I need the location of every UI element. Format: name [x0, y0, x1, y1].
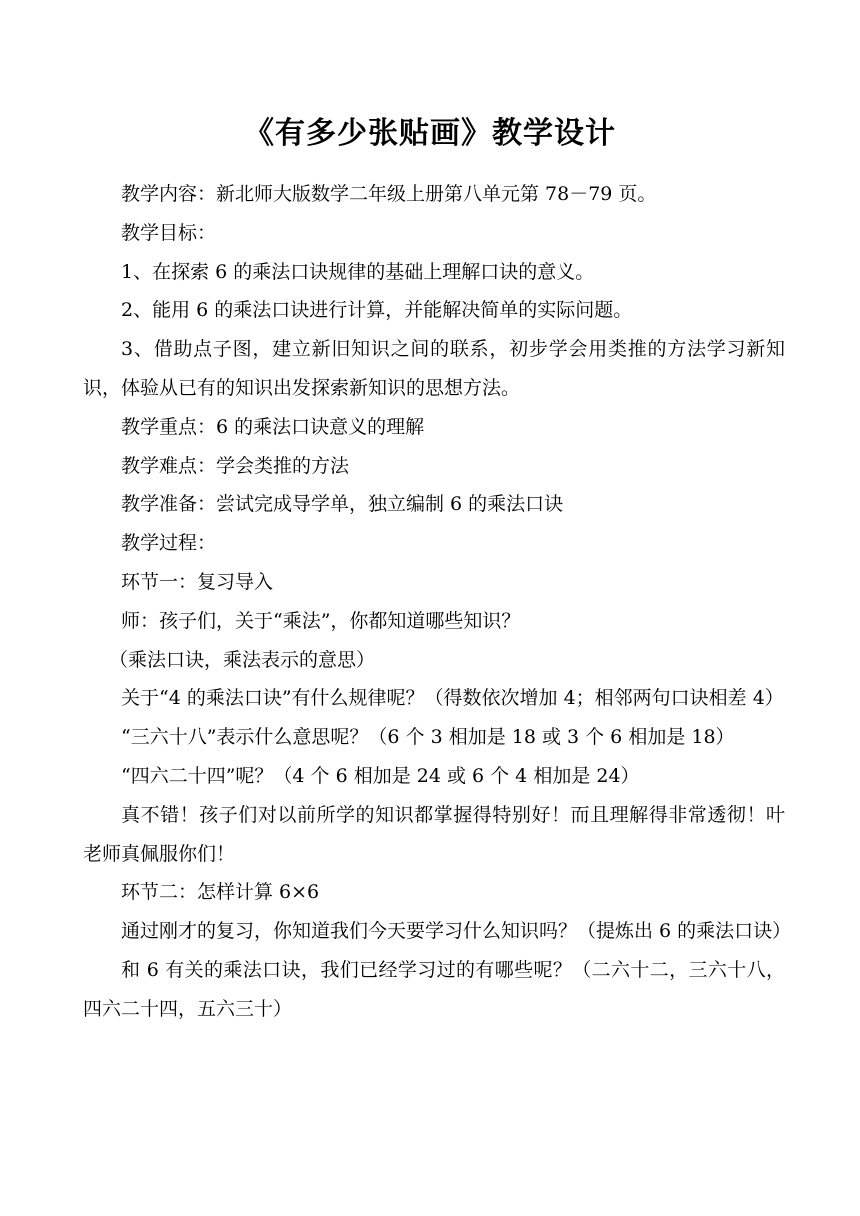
- document-title: 《有多少张贴画》教学设计: [244, 116, 616, 151]
- paragraph-goal-1: 1、在探索 6 的乘法口诀规律的基础上理解口诀的意义。: [121, 260, 595, 283]
- paragraph-meaning-question-1: “三六十八”表示什么意思呢？（6 个 3 相加是 18 或 3 个 6 相加是 18）: [121, 726, 735, 749]
- paragraph-teaching-goals-heading: 教学目标：: [121, 221, 217, 244]
- paragraph-section-1-heading: 环节一：复习导入: [121, 570, 274, 593]
- paragraph-goal-2: 2、能用 6 的乘法口诀进行计算，并能解决简单的实际问题。: [121, 299, 633, 322]
- paragraph-goal-3: 3、借助点子图，建立新旧知识之间的联系，初步学会用类推的方法学习新知识，体验从已有的知识出发探索新知识的思想方法。: [83, 338, 785, 399]
- paragraph-learned-rhymes: 和 6 有关的乘法口诀，我们已经学习过的有哪些呢？（二六十二，三六十八，四六二十四，五六三十）: [83, 958, 785, 1020]
- paragraph-answer-1: （乘法口诀，乘法表示的意思）: [109, 648, 376, 671]
- paragraph-process-heading: 教学过程：: [121, 532, 217, 555]
- document-body: [83, 175, 792, 1029]
- paragraph-praise: 真不错！孩子们对以前所学的知识都掌握得特别好！而且理解得非常透彻！叶老师真佩服你们！: [83, 803, 785, 865]
- paragraph-preparation: 教学准备：尝试完成导学单，独立编制 6 的乘法口诀: [121, 493, 564, 516]
- paragraph-teacher-question: 师：孩子们，关于“乘法”，你都知道哪些知识？: [121, 609, 521, 632]
- paragraph-teaching-content: 教学内容：新北师大版数学二年级上册第八单元第 78－79 页。: [121, 183, 657, 205]
- paragraph-key-point: 教学重点：6 的乘法口诀意义的理解: [121, 415, 425, 438]
- paragraph-pattern-question: 关于“4 的乘法口诀”有什么规律呢？（得数依次增加 4；相邻两句口诀相差 4）: [121, 687, 784, 710]
- paragraph-review-question: 通过刚才的复习，你知道我们今天要学习什么知识吗？（提炼出 6 的乘法口诀）: [121, 920, 792, 943]
- paragraph-section-2-heading: 环节二：怎样计算 6×6: [121, 881, 320, 904]
- paragraph-difficulty: 教学难点：学会类推的方法: [121, 454, 350, 477]
- paragraph-meaning-question-2: “四六二十四”呢？（4 个 6 相加是 24 或 6 个 4 相加是 24）: [121, 764, 640, 787]
